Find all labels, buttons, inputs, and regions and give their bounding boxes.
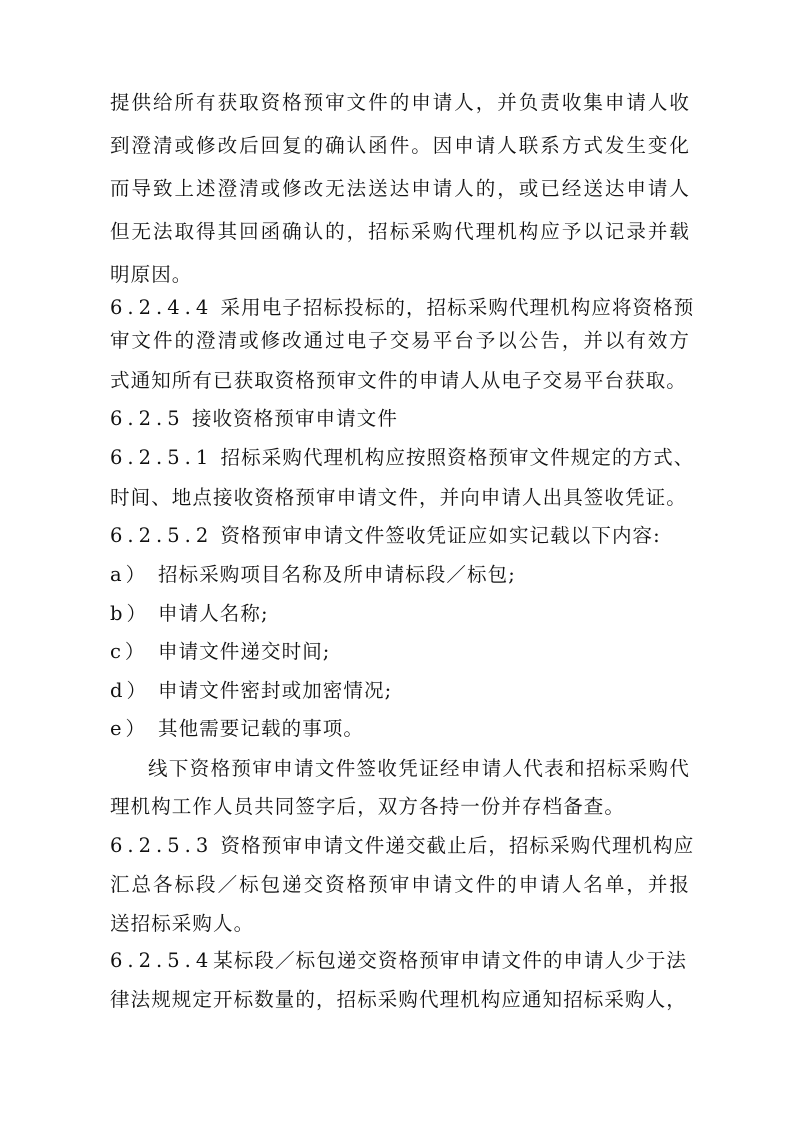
clause-6-2-5-2 xyxy=(110,524,690,548)
list-item-text: 申请文件递交时间; xyxy=(158,640,331,663)
list-item-label: d） xyxy=(110,679,150,702)
list-item-label: a） xyxy=(110,563,150,586)
clause-6-2-5-1 xyxy=(110,446,695,470)
list-item xyxy=(110,679,690,703)
clause-number: 6.2.5.4 xyxy=(110,949,214,972)
text-line: 时间、地点接收资格预审申请文件，并向申请人出具签收凭证。 xyxy=(110,486,687,509)
clause-number: 6.2.5.1 xyxy=(110,446,214,469)
list-item xyxy=(110,717,690,741)
list-item xyxy=(110,563,690,587)
list-item xyxy=(110,640,690,664)
text-line: 式通知所有已获取资格预审文件的申请人从电子交易平台获取。 xyxy=(110,369,687,392)
text-line: 律法规规定开标数量的，招标采购代理机构应通知招标采购人， xyxy=(110,988,687,1011)
list-item-label: e） xyxy=(110,717,150,740)
text-line: 送招标采购人。 xyxy=(110,912,255,935)
text-line: 而导致上述澄清或修改无法送达申请人的，或已经送达申请人 xyxy=(110,177,690,200)
clause-number: 6.2.5.2 xyxy=(110,524,214,547)
list-item-text: 其他需要记载的事项。 xyxy=(158,717,365,740)
clause-text: 某标段／标包递交资格预审申请文件的申请人少于法 xyxy=(213,949,688,972)
text-line: 理机构工作人员共同签字后，双方各持一份并存档备查。 xyxy=(110,795,626,818)
clause-text: 资格预审申请文件签收凭证应如实记载以下内容: xyxy=(220,524,661,547)
section-heading-6-2-5 xyxy=(110,407,690,431)
text-line: 线下资格预审申请文件签收凭证经申请人代表和招标采购代 xyxy=(148,757,690,780)
list-item-text: 申请人名称; xyxy=(158,602,269,625)
text-line: 提供给所有获取资格预审文件的申请人，并负责收集申请人收 xyxy=(110,91,690,114)
text-line: 明原因。 xyxy=(110,263,193,286)
clause-text: 资格预审申请文件递交截止后，招标采购代理机构应 xyxy=(220,834,695,857)
list-item xyxy=(110,602,690,626)
text-line: 汇总各标段／标包递交资格预审申请文件的申请人名单，并报 xyxy=(110,873,690,896)
clause-6-2-5-4 xyxy=(110,949,690,973)
list-item-label: b） xyxy=(110,602,150,625)
list-item-text: 招标采购项目名称及所申请标段／标包; xyxy=(158,563,516,586)
list-item-label: c） xyxy=(110,640,149,663)
clause-number: 6.2.5.3 xyxy=(110,834,214,857)
clause-6-2-4-4 xyxy=(110,296,695,320)
text-line: 审文件的澄清或修改通过电子交易平台予以公告，并以有效方 xyxy=(110,329,690,352)
clause-6-2-5-3 xyxy=(110,834,695,858)
section-number: 6.2.5 xyxy=(110,407,185,430)
text-line: 但无法取得其回函确认的，招标采购代理机构应予以记录并载 xyxy=(110,220,690,243)
list-item-text: 申请文件密封或加密情况; xyxy=(158,679,393,702)
clause-text: 招标采购代理机构应按照资格预审文件规定的方式、 xyxy=(220,446,695,469)
clause-text: 采用电子招标投标的，招标采购代理机构应将资格预 xyxy=(220,296,695,319)
text-line: 到澄清或修改后回复的确认函件。因申请人联系方式发生变化 xyxy=(110,134,690,157)
section-title: 接收资格预审申请文件 xyxy=(191,407,398,430)
clause-number: 6.2.4.4 xyxy=(110,296,214,319)
